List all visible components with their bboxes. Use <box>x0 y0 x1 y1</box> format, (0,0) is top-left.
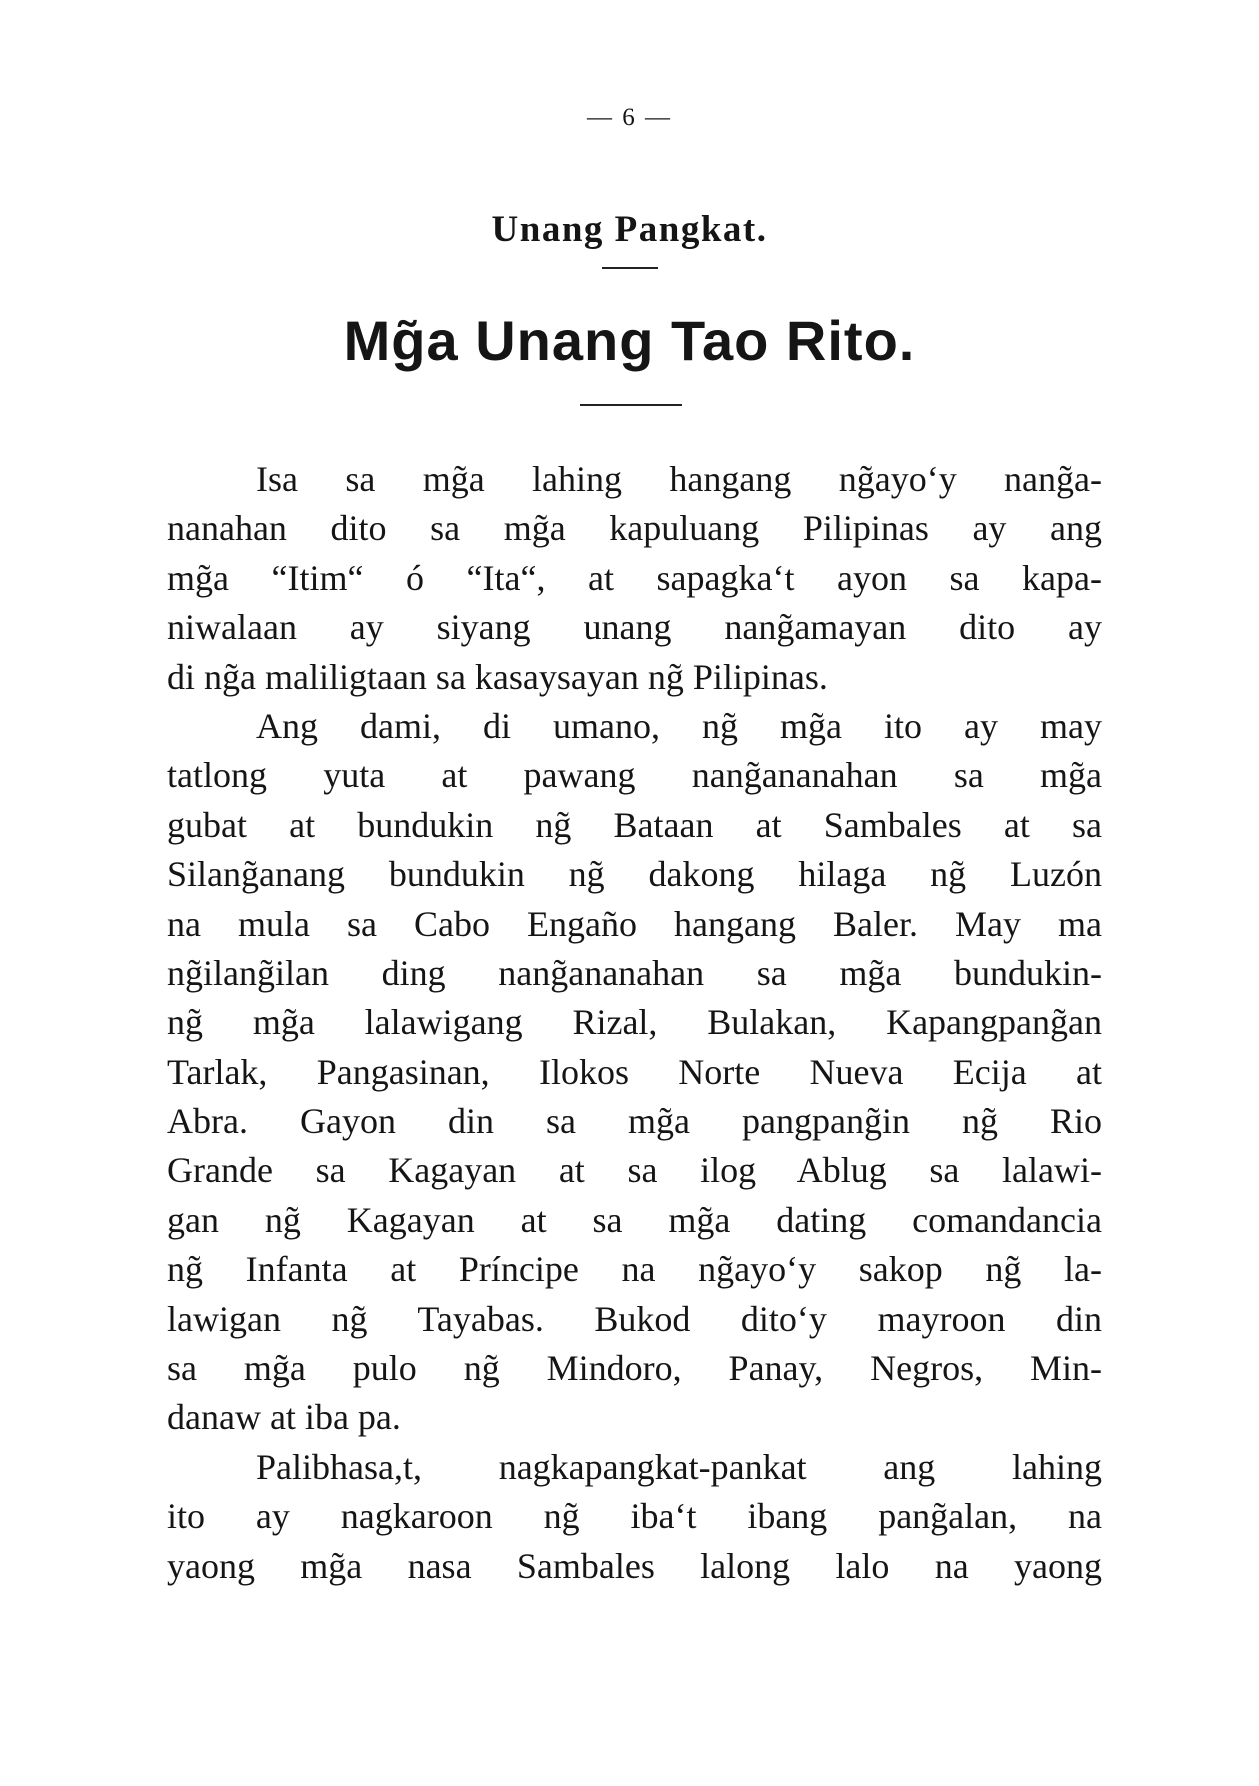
text-line: Abra. Gayon din sa mg̃a pangpang̃in ng̃ Rio <box>167 1101 1102 1142</box>
text-line: Silang̃anang bundukin ng̃ dakong hilaga ng̃ Luzón <box>167 854 1102 895</box>
body-text <box>167 455 1102 1591</box>
text-line: danaw at iba pa. <box>167 1397 401 1438</box>
text-line: Palibhasa,t, nagkapangkat-pankat ang lahing <box>256 1446 1102 1487</box>
chapter-title: Mg̃a Unang Tao Rito. <box>343 309 916 372</box>
text-line: lawigan ng̃ Tayabas. Bukod dito‘y mayroon din <box>167 1298 1102 1339</box>
text-line: Tarlak, Pangasinan, Ilokos Norte Nueva Ecija at <box>167 1051 1102 1092</box>
text-line: ito ay nagkaroon ng̃ iba‘t ibang pang̃alan, na <box>167 1496 1102 1537</box>
section-divider <box>602 267 658 269</box>
text-line: Grande sa Kagayan at sa ilog Ablug sa lalawi- <box>167 1150 1102 1191</box>
text-line: sa mg̃a pulo ng̃ Mindoro, Panay, Negros, Min- <box>167 1348 1102 1389</box>
text-line: ng̃ilang̃ilan ding nang̃ananahan sa mg̃a bundukin- <box>167 952 1102 993</box>
text-line: ng̃ Infanta at Príncipe na ng̃ayo‘y sakop ng̃ la- <box>167 1249 1102 1290</box>
title-divider <box>580 404 682 406</box>
text-line: yaong mg̃a nasa Sambales lalong lalo na yaong <box>167 1545 1102 1586</box>
page-number: — 6 — <box>587 104 672 131</box>
text-line: gubat at bundukin ng̃ Bataan at Sambales at sa <box>167 804 1102 845</box>
section-label: Unang Pangkat. <box>491 209 768 250</box>
text-line: Ang dami, di umano, ng̃ mg̃a ito ay may <box>256 705 1102 746</box>
text-line: gan ng̃ Kagayan at sa mg̃a dating comandancia <box>167 1199 1102 1240</box>
text-line: mg̃a “Itim“ ó “Ita“, at sapagka‘t ayon sa kapa- <box>167 557 1102 598</box>
text-line: niwalaan ay siyang unang nang̃amayan dito ay <box>167 607 1102 648</box>
text-line: ng̃ mg̃a lalawigang Rizal, Bulakan, Kapangpang̃an <box>167 1002 1102 1043</box>
text-line: Isa sa mg̃a lahing hangang ng̃ayo‘y nang̃a- <box>256 459 1102 499</box>
text-line: tatlong yuta at pawang nang̃ananahan sa mg̃a <box>167 755 1102 796</box>
text-line: na mula sa Cabo Engaño hangang Baler. May ma <box>167 903 1102 944</box>
text-line: nanahan dito sa mg̃a kapuluang Pilipinas ay ang <box>167 508 1102 549</box>
text-line: di ng̃a maliligtaan sa kasaysayan ng̃ Pilipinas. <box>167 656 828 697</box>
